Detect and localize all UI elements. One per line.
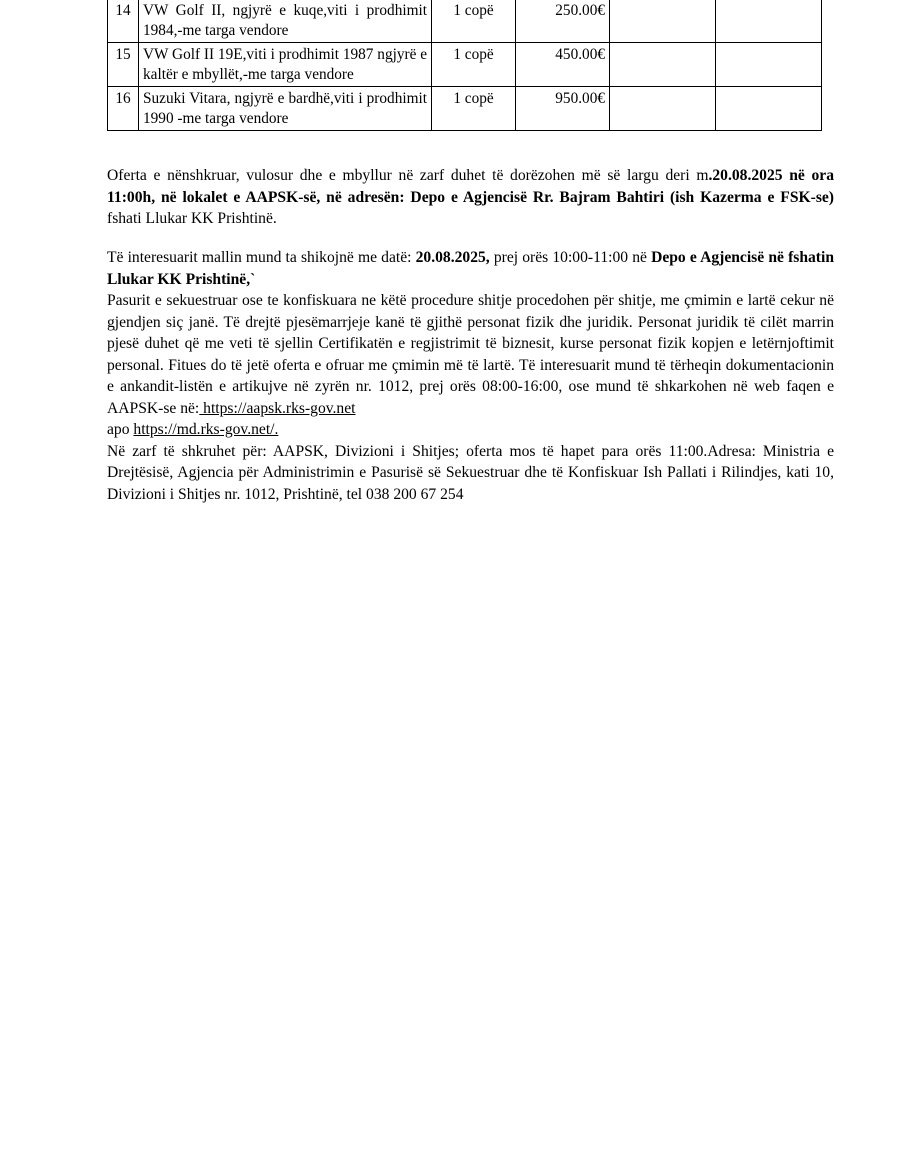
submission-location: fshati Llukar KK Prishtinë.: [107, 210, 277, 227]
items-table: [107, 0, 822, 131]
md-link[interactable]: https://md.rks-gov.net/.: [133, 421, 279, 438]
apo-text: apo: [107, 421, 134, 438]
row-number: 15: [108, 43, 139, 87]
item-price: 450.00€: [516, 43, 610, 87]
item-quantity: 1 copë: [432, 43, 516, 87]
envelope-instructions: Në zarf të shkruhet për: AAPSK, Divizioni i Shitjes; oferta mos të hapet para orës 11:00.Adresa: Ministria e Drejtësisë, Agjencia për Administrimin e Pasurisë së Sekuestruar dhe të Konfiskuar Ish Pallati i Rilindjes, kati 10, Divizioni i Shitjes nr. 1012, Prishtinë, tel 038 200 67 254: [107, 442, 834, 503]
viewing-hours: prej orës 10:00-11:00 në: [489, 249, 652, 266]
item-quantity: 1 copë: [432, 0, 516, 43]
item-description: Suzuki Vitara, ngjyrë e bardhë,viti i prodhimit 1990 -me targa vendore: [139, 87, 432, 131]
viewing-paragraph: [107, 247, 834, 505]
row-number: 14: [108, 0, 139, 43]
table-row: [108, 0, 822, 43]
empty-cell: [716, 43, 822, 87]
item-price: 950.00€: [516, 87, 610, 131]
viewing-location: Depo e Agjencisë në fshatin Llukar KK Prishtinë,`: [107, 249, 834, 288]
empty-cell: [610, 43, 716, 87]
empty-cell: [716, 87, 822, 131]
item-description: VW Golf II 19E,viti i prodhimit 1987 ngjyrë e kaltër e mbyllët,-me targa vendore: [139, 43, 432, 87]
item-description: VW Golf II, ngjyrë e kuqe,viti i prodhimit 1984,-me targa vendore: [139, 0, 432, 43]
empty-cell: [610, 0, 716, 43]
table-row: [108, 87, 822, 131]
submission-paragraph: [107, 165, 834, 230]
empty-cell: [716, 0, 822, 43]
item-quantity: 1 copë: [432, 87, 516, 131]
item-price: 250.00€: [516, 0, 610, 43]
auction-terms: Pasurit e sekuestruar ose te konfiskuara ne këtë procedure shitje procedohen për shitje, me çmimin e lartë cekur në gjendjen siç janë. Të drejtë pjesëmarrjeje kanë të gjithë personat fizik dhe juridik. Personat juridik të cilët marrin pjesë duhet që me veti të sjellin Certifikatën e regjistrimit të biznesit, kurse personat fizik kopjen e letërnjoftimit personal. Fitues do të jetë oferta e ofruar me çmimin më të lartë. Të interesuarit mund të tërheqin dokumentacionin e ankandit-listën e artikujve në zyrën nr. 1012, prej orës 08:00-16:00, ose mund të shkarkohen në web faqen e AAPSK-se në:: [107, 292, 834, 417]
table-row: [108, 43, 822, 87]
viewing-date: 20.08.2025,: [415, 249, 490, 266]
viewing-text: Të interesuarit mallin mund ta shikojnë me datë:: [107, 249, 416, 266]
row-number: 16: [108, 87, 139, 131]
submission-text: Oferta e nënshkruar, vulosur dhe e mbyllur në zarf duhet të dorëzohen më së largu deri m: [107, 167, 709, 184]
aapsk-link[interactable]: https://aapsk.rks-gov.net: [199, 399, 356, 417]
submission-deadline: .20.08.2025 në ora 11:00h, në lokalet e AAPSK-së, në adresën: Depo e Agjencisë Rr. Bajram Bahtiri (ish Kazerma e FSK-se): [107, 167, 834, 206]
empty-cell: [610, 87, 716, 131]
